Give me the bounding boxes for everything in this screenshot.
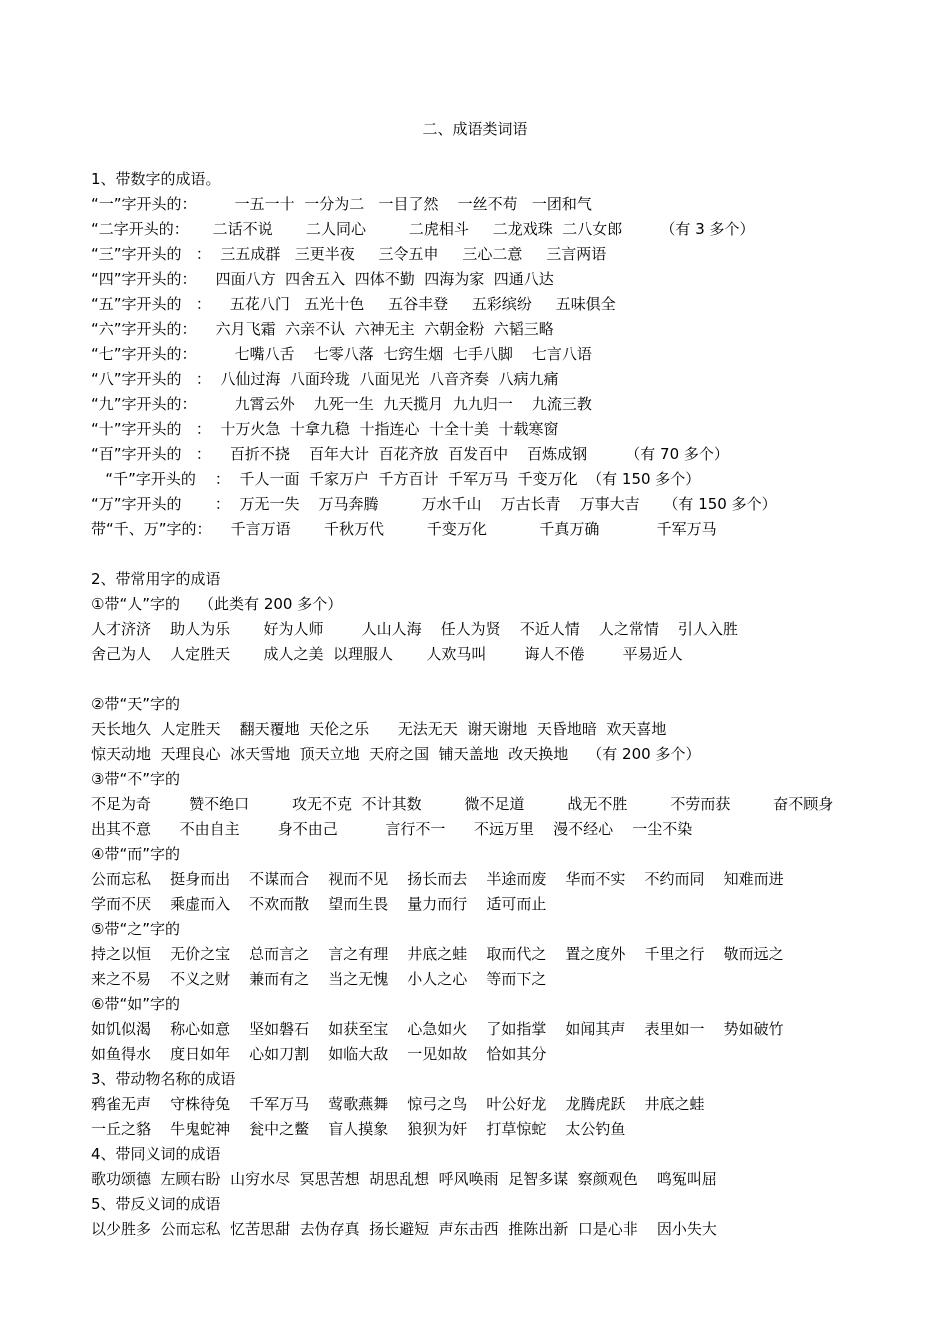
- text-line: ⑤带“之”字的: [91, 920, 180, 938]
- text-line: 出其不意 不由自主 身不由己 言行不一 不远万里 漫不经心 一尘不染: [91, 820, 693, 838]
- page-title: 二、成语类词语: [422, 120, 528, 138]
- idiom-list: [91, 167, 921, 1242]
- text-line: “一”字开头的： 一五一十 一分为二 一目了然 一丝不苟 一团和气: [91, 195, 592, 213]
- text-line: 学而不厌 乘虚而入 不欢而散 望而生畏 量力而行 适可而止: [91, 895, 547, 913]
- text-line: 5、带反义词的成语: [91, 1195, 221, 1213]
- text-line: ⑥带“如”字的: [91, 995, 180, 1013]
- text-line: “十”字开头的 ： 十万火急 十拿九稳 十指连心 十全十美 十载寒窗: [91, 420, 559, 438]
- text-line: 3、带动物名称的成语: [91, 1070, 236, 1088]
- blank-line: [91, 667, 921, 692]
- text-line: ③带“不”字的: [91, 770, 180, 788]
- text-line: “二字开头的： 二话不说 二人同心 二虎相斗 二龙戏珠 二八女郎 （有 3 多个）: [91, 220, 755, 238]
- text-line: 来之不易 不义之财 兼而有之 当之无愧 小人之心 等而下之: [91, 970, 547, 988]
- text-line: 带“千、万”字的： 千言万语 千秋万代 千变万化 千真万确 千军万马: [91, 520, 717, 538]
- text-line: “五”字开头的 ： 五花八门 五光十色 五谷丰登 五彩缤纷 五味俱全: [91, 295, 616, 313]
- text-line: ④带“而”字的: [91, 845, 180, 863]
- text-line: “八”字开头的 ： 八仙过海 八面玲珑 八面见光 八音齐奏 八病九痛: [91, 370, 559, 388]
- text-line: 2、带常用字的成语: [91, 570, 221, 588]
- text-line: 如饥似渴 称心如意 坚如磐石 如获至宝 心急如火 了如指掌 如闻其声 表里如一 势如破竹: [91, 1020, 784, 1038]
- text-line: “千”字开头的 ： 千人一面 千家万户 千方百计 千军万马 千变万化 （有 150 多个）: [91, 470, 701, 488]
- text-line: 舍己为人 人定胜天 成人之美 以理服人 人欢马叫 诲人不倦 平易近人: [91, 645, 683, 663]
- text-line: 4、带同义词的成语: [91, 1145, 221, 1163]
- text-line: 鸦雀无声 守株待兔 千军万马 莺歌燕舞 惊弓之鸟 叶公好龙 龙腾虎跃 井底之蛙: [91, 1095, 705, 1113]
- text-line: 一丘之貉 牛鬼蛇神 瓮中之鳖 盲人摸象 狼狈为奸 打草惊蛇 太公钓鱼: [91, 1120, 626, 1138]
- text-line: 惊天动地 天理良心 冰天雪地 顶天立地 天府之国 铺天盖地 改天换地 （有 200 多个）: [91, 745, 701, 763]
- text-line: “三”字开头的 ： 三五成群 三更半夜 三令五申 三心二意 三言两语: [91, 245, 607, 263]
- text-line: 歌功颂德 左顾右盼 山穷水尽 冥思苦想 胡思乱想 呼风唤雨 足智多谋 察颜观色 鸣冤叫屈: [91, 1170, 717, 1188]
- text-line: “九”字开头的： 九霄云外 九死一生 九天揽月 九九归一 九流三教: [91, 395, 592, 413]
- blank-line: [91, 542, 921, 567]
- text-line: ①带“人”字的 （此类有 200 多个）: [91, 595, 343, 613]
- text-line: 不足为奇 赞不绝口 攻无不克 不计其数 微不足道 战无不胜 不劳而获 奋不顾身: [91, 795, 834, 813]
- text-line: 以少胜多 公而忘私 忆苦思甜 去伪存真 扬长避短 声东击西 推陈出新 口是心非 因小失大: [91, 1220, 717, 1238]
- text-line: “万”字开头的 ： 万无一失 万马奔腾 万水千山 万古长青 万事大吉 （有 150 多个）: [91, 495, 777, 513]
- text-line: 天长地久 人定胜天 翻天覆地 天伦之乐 无法无天 谢天谢地 天昏地暗 欢天喜地: [91, 720, 667, 738]
- text-line: 如鱼得水 度日如年 心如刀割 如临大敌 一见如故 恰如其分: [91, 1045, 547, 1063]
- text-line: “百”字开头的 ： 百折不挠 百年大计 百花齐放 百发百中 百炼成钢 （有 70 多个）: [91, 445, 729, 463]
- text-line: 人才济济 助人为乐 好为人师 人山人海 任人为贤 不近人情 人之常情 引人入胜: [91, 620, 738, 638]
- text-line: ②带“天”字的: [91, 695, 180, 713]
- text-line: 1、带数字的成语。: [91, 170, 221, 188]
- text-line: 持之以恒 无价之宝 总而言之 言之有理 井底之蛙 取而代之 置之度外 千里之行 敬而远之: [91, 945, 784, 963]
- text-line: “七”字开头的： 七嘴八舌 七零八落 七窍生烟 七手八脚 七言八语: [91, 345, 592, 363]
- text-line: “四”字开头的： 四面八方 四舍五入 四体不勤 四海为家 四通八达: [91, 270, 554, 288]
- text-line: 公而忘私 挺身而出 不谋而合 视而不见 扬长而去 半途而废 华而不实 不约而同 知难而进: [91, 870, 784, 888]
- text-line: “六”字开头的： 六月飞霜 六亲不认 六神无主 六朝金粉 六韬三略: [91, 320, 554, 338]
